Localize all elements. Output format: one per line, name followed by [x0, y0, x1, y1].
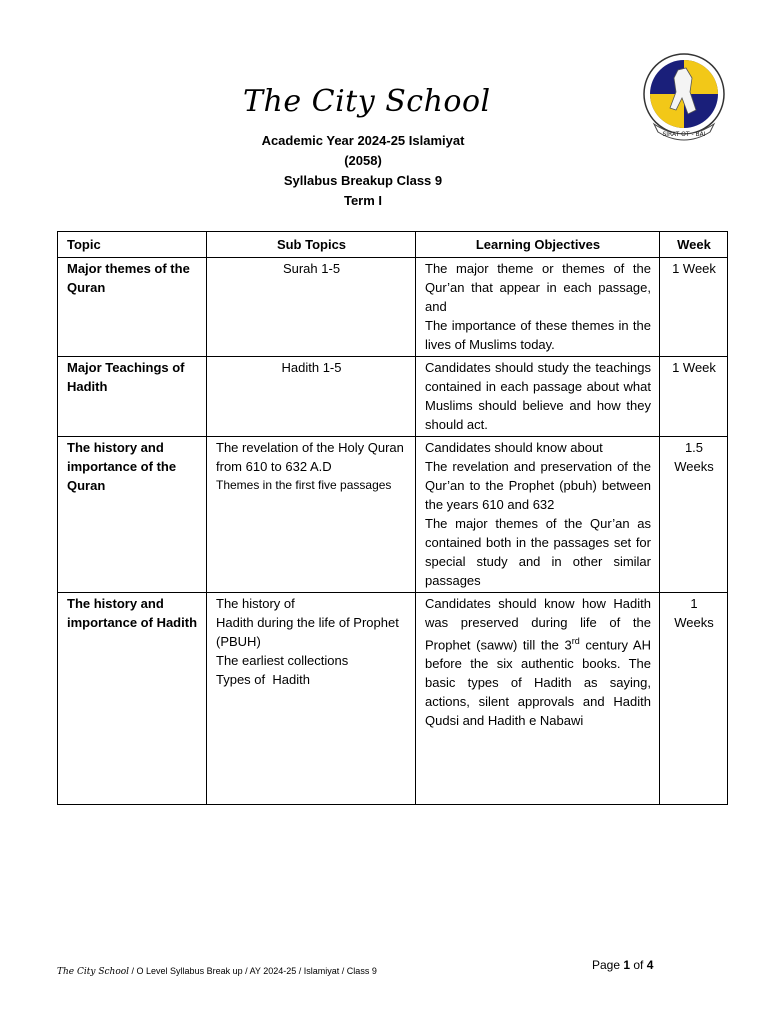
sub-topic-line: Types of Hadith: [216, 672, 310, 687]
objectives-cell: Candidates should study the teachings contained in each passage about what Muslims should believe and how they should act.: [416, 357, 660, 437]
topic-cell: The history and importance of Hadith: [58, 593, 207, 805]
week-cell: 1 Week: [660, 357, 728, 437]
academic-year-line: Academic Year 2024-25 Islamiyat: [261, 133, 465, 148]
school-name-heading: The City School: [243, 84, 491, 119]
page-of: of: [630, 958, 647, 972]
sub-topic-line: The earliest collections: [216, 653, 349, 668]
topic-cell: The history and importance of the Quran: [58, 437, 207, 593]
page-total: 4: [646, 958, 654, 972]
svg-text:SIRAT OT - BAI: SIRAT OT - BAI: [662, 131, 706, 138]
objectives-cell: The major theme or themes of the Qur’an that appear in each passage, and The importance of these themes in the lives of Muslims today.: [416, 258, 660, 357]
sub-topics-cell: [207, 593, 416, 805]
week-cell: 1.5 Weeks: [660, 437, 728, 593]
column-header-topic: Topic: [58, 232, 207, 258]
syllabus-table: [57, 231, 728, 805]
table-row: [58, 258, 728, 357]
sub-topic-line: The revelation of the Holy Quran from 610 to 632 A.D: [216, 440, 404, 474]
table-row: [58, 593, 728, 805]
school-logo: [640, 52, 728, 144]
column-header-week: Week: [660, 232, 728, 258]
objectives-text-a: Candidates should know how Hadith was preserved during life of the Prophet (saww) till the 3: [425, 596, 651, 653]
column-header-learning-objectives: Learning Objectives: [416, 232, 660, 258]
course-code-line: (2058): [344, 153, 382, 168]
table-row: [58, 437, 728, 593]
term-line: Term I: [343, 193, 383, 208]
objectives-cell: Candidates should know about The revelation and preservation of the Qur’an to the Prophet (pbuh) between the years 610 and 632 The major themes of the Qur’an as contained both in the passages set for special study and in other similar passages: [416, 437, 660, 593]
table-header-row: [58, 232, 728, 258]
column-header-sub-topics: Sub Topics: [207, 232, 416, 258]
ordinal-suffix: rd: [571, 636, 580, 646]
sub-topic-line: Themes in the first five passages: [216, 478, 392, 492]
document-heading: [213, 131, 513, 211]
week-cell: 1 Week: [660, 258, 728, 357]
sub-topic-line: The history of: [216, 596, 295, 611]
week-cell: 1 Weeks: [660, 593, 728, 805]
page-current: 1: [623, 958, 631, 972]
topic-cell: Major Teachings of Hadith: [58, 357, 207, 437]
objectives-text-b: century AH before the six authentic books. The basic types of Hadith as saying, actions, silent approvals and Hadith Qudsi and Hadith e Nabawi: [425, 637, 651, 729]
table-row: [58, 357, 728, 437]
objectives-cell: [416, 593, 660, 805]
footer-text: / O Level Syllabus Break up / AY 2024-25 / Islamiyat / Class 9: [129, 966, 377, 976]
page-label: Page: [592, 958, 624, 972]
sub-topics-cell: [207, 437, 416, 593]
syllabus-breakup-line: Syllabus Breakup Class 9: [283, 173, 443, 188]
sub-topics-cell: Surah 1-5: [207, 258, 416, 357]
footer-brand: The City School: [57, 967, 130, 977]
page-number: [592, 958, 653, 972]
topic-cell: Major themes of the Quran: [58, 258, 207, 357]
sub-topic-line: Hadith during the life of Prophet (PBUH): [216, 615, 399, 649]
footer: [57, 966, 377, 977]
sub-topics-cell: Hadith 1-5: [207, 357, 416, 437]
